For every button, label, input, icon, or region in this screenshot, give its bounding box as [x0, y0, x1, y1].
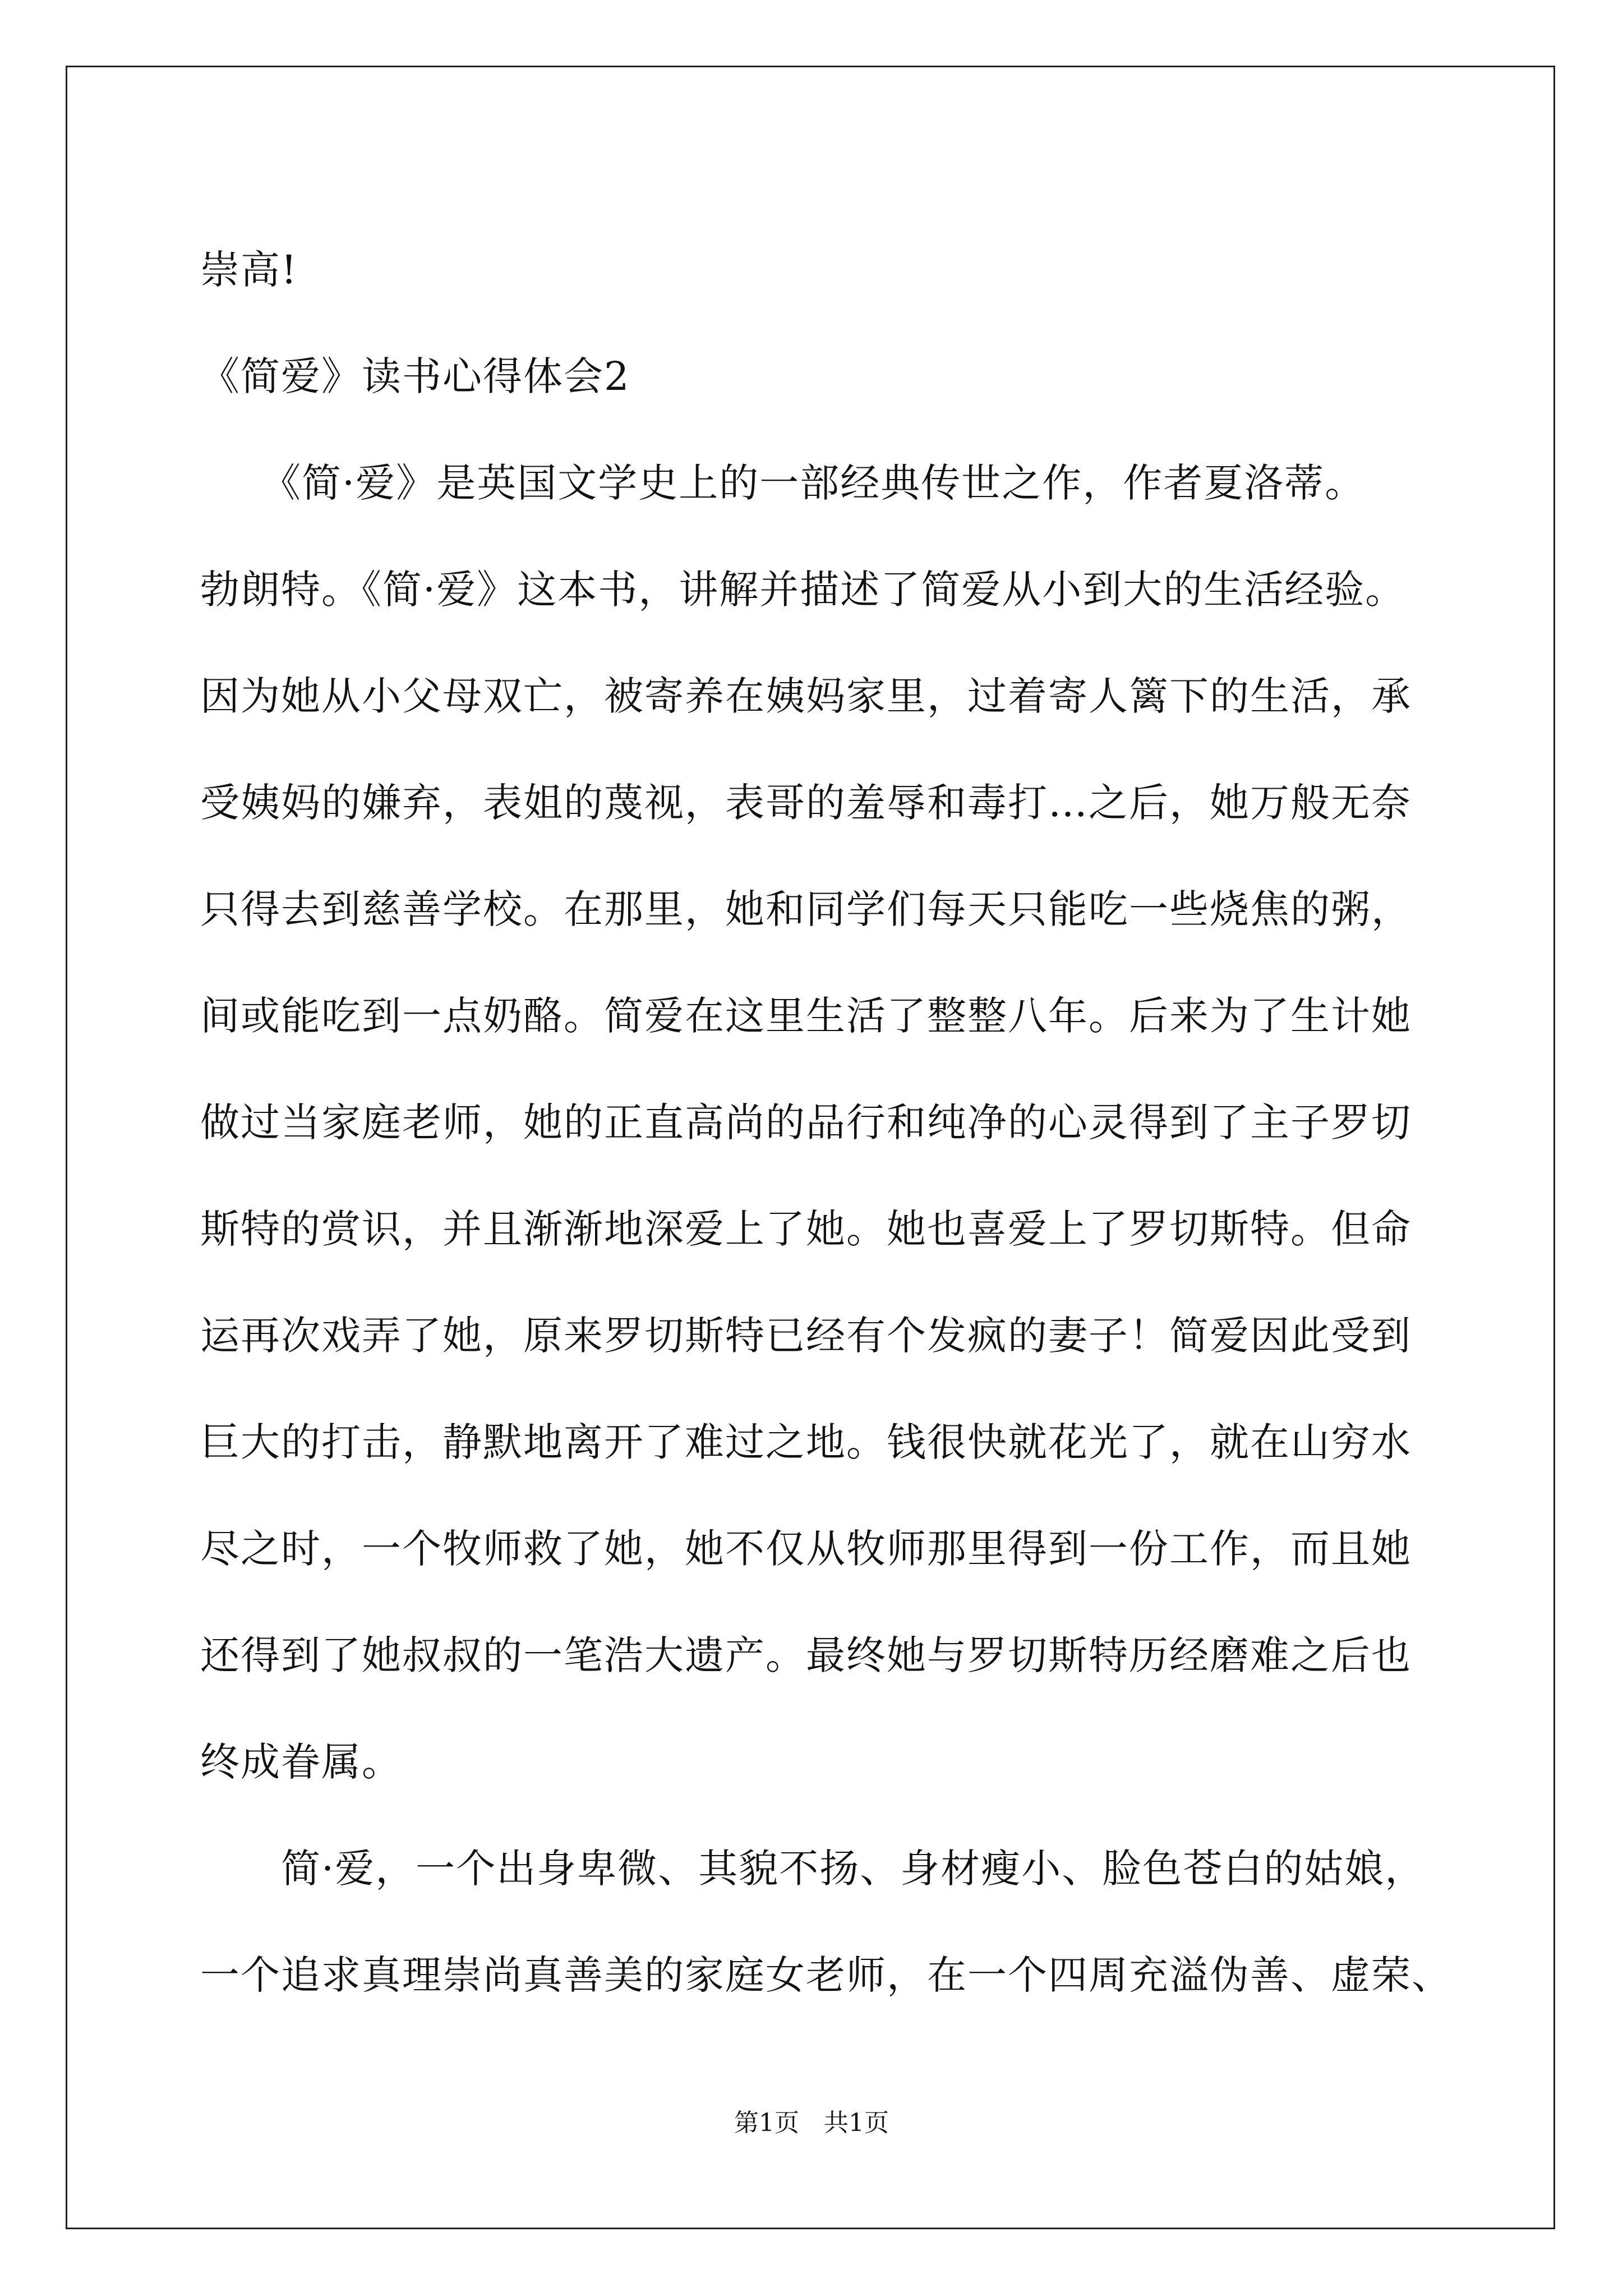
text-line: 《简·爱》是英国文学史上的一部经典传世之作，作者夏洛蒂。	[200, 460, 1366, 506]
text-line: 勃朗特。《简·爱》这本书，讲解并描述了简爱从小到大的生活经验。	[200, 567, 1406, 613]
text-line: 终成眷属。	[200, 1739, 402, 1785]
text-line: 做过当家庭老师，她的正直高尚的品行和纯净的心灵得到了主子罗切	[200, 1099, 1412, 1145]
text-line: 只得去到慈善学校。在那里，她和同学们每天只能吃一些烧焦的粥，	[200, 886, 1412, 932]
text-line: 因为她从小父母双亡，被寄养在姨妈家里，过着寄人篱下的生活，承	[200, 673, 1412, 719]
text-line: 受姨妈的嫌弃，表姐的蔑视，表哥的羞辱和毒打…之后，她万般无奈	[200, 780, 1412, 826]
text-line: 尽之时，一个牧师救了她，她不仅从牧师那里得到一份工作，而且她	[200, 1526, 1412, 1572]
text-line: 运再次戏弄了她，原来罗切斯特已经有个发疯的妻子！简爱因此受到	[200, 1313, 1412, 1359]
text-line: 崇高!	[200, 247, 298, 293]
text-line: 间或能吃到一点奶酪。简爱在这里生活了整整八年。后来为了生计她	[200, 993, 1412, 1039]
text-line: 还得到了她叔叔的一笔浩大遗产。最终她与罗切斯特历经磨难之后也	[200, 1632, 1412, 1678]
section-heading: 《简爱》读书心得体会2	[200, 353, 630, 399]
text-line: 巨大的打击，静默地离开了难过之地。钱很快就花光了，就在山穷水	[200, 1419, 1412, 1465]
page-footer: 第1页 共1页	[734, 2109, 889, 2137]
text-line: 一个追求真理崇尚真善美的家庭女老师，在一个四周充溢伪善、虚荣、	[200, 1952, 1452, 1998]
text-line: 简·爱，一个出身卑微、其貌不扬、身材瘦小、脸色苍白的姑娘，	[200, 1846, 1426, 1892]
text-line: 斯特的赏识，并且渐渐地深爱上了她。她也喜爱上了罗切斯特。但命	[200, 1206, 1412, 1252]
document-body	[200, 217, 1462, 2028]
